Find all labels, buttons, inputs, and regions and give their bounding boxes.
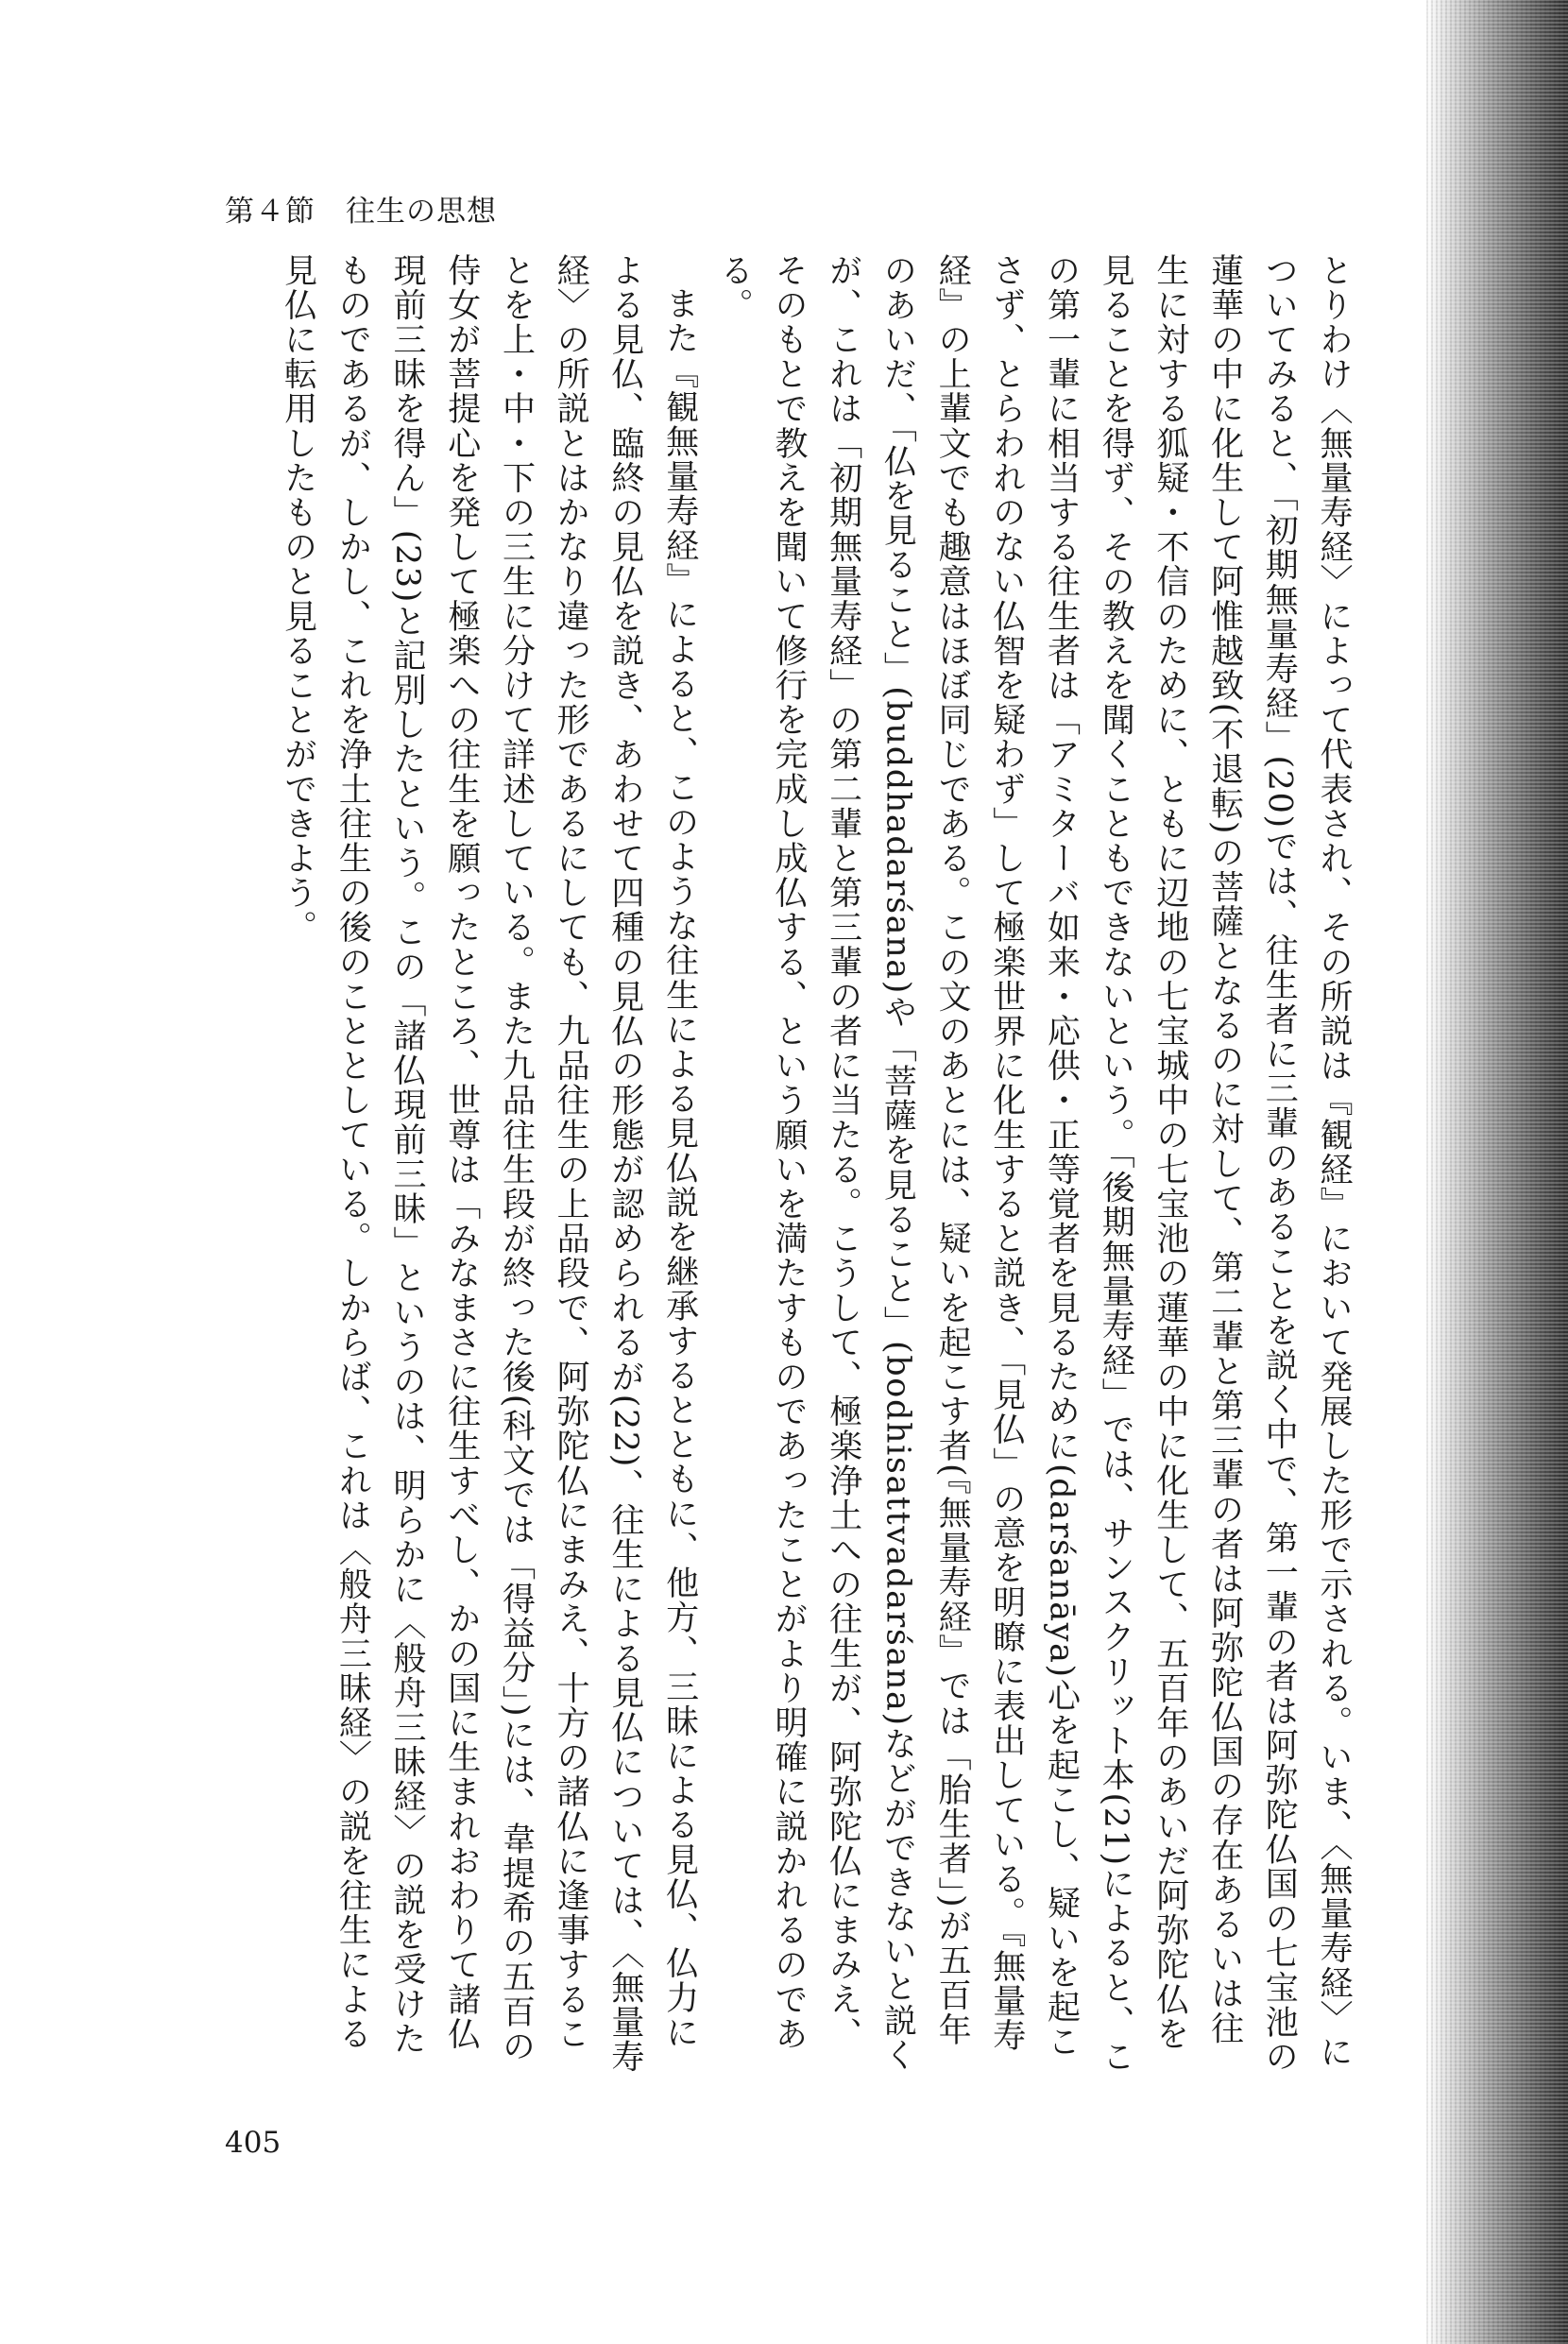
- page-number: 405: [225, 2126, 281, 2160]
- paragraph-1: とりわけ〈無量寿経〉によって代表され、その所説は『観経』において発展した形で示される。いま、〈無量寿経〉についてみると、「初期無量寿経」(20)では、往生者に三輩のあることを説く中で、第一輩の者は阿弥陀仏国の七宝池の蓮華の中に化生して阿惟越致(不退転)の菩薩となるのに対して、第二輩と第三輩の者は阿弥陀仏国の存在あるいは往生に対する狐疑・不信のために、ともに辺地の七宝城中の七宝池の蓮華の中に化生して、五百年のあいだ阿弥陀仏を見ることを得ず、その教えを聞くこともできないという。「後期無量寿経」では、サンスクリット本(21)によると、この第一輩に相当する往生者は「アミターバ如来・応供・正等覚者を見るために(darśanāya)心を起こし、疑いを起こさず、とらわれのない仏智を疑わず」して極楽世界に化生すると説き、「見仏」の意を明瞭に表出している。『無量寿経』の上輩文でも趣意はほぼ同じである。この文のあとには、疑いを起こす者(『無量寿経』では「胎生者」)が五百年のあいだ、「仏を見ること」(buddhadarśana)や「菩薩を見ること」(bodhisattvadarśana)などができないと説くが、これは「初期無量寿経」の第二輩と第三輩の者に当たる。こうして、極楽浄土への往生が、阿弥陀仏にまみえ、そのもとで教えを聞いて修行を完成し成仏する、という願いを満たすものであったことがより明確に説かれるのである。: [715, 253, 1353, 2075]
- body-text: [189, 253, 1360, 2077]
- running-head: 第４節 往生の思想: [225, 195, 497, 229]
- page-edge-shadow: [1426, 0, 1568, 2344]
- paragraph-2: また『観無量寿経』によると、このような往生による見仏説を継承するとともに、他方、三昧による見仏、仏力による見仏、臨終の見仏を説き、あわせて四種の見仏の形態が認められるが(22)、往生による見仏については、〈無量寿経〉の所説とはかなり違った形であるにしても、九品往生の上品段で、阿弥陀仏にまみえ、十方の諸仏に逢事することを上・中・下の三生に分けて詳述している。また九品往生段が終った後(科文では「得益分」)には、韋提希の五百の侍女が菩提心を発して極楽への往生を願ったところ、世尊は「みなまさに往生すべし、かの国に生まれおわりて諸仏現前三昧を得ん」(23)と記別したという。この「諸仏現前三昧」というのは、明らかに〈般舟三昧経〉の説を受けたものであるが、しかし、これを浄土往生の後のこととしている。しからば、これは〈般舟三昧経〉の説を往生による見仏に転用したものと見ることができよう。: [279, 253, 699, 2075]
